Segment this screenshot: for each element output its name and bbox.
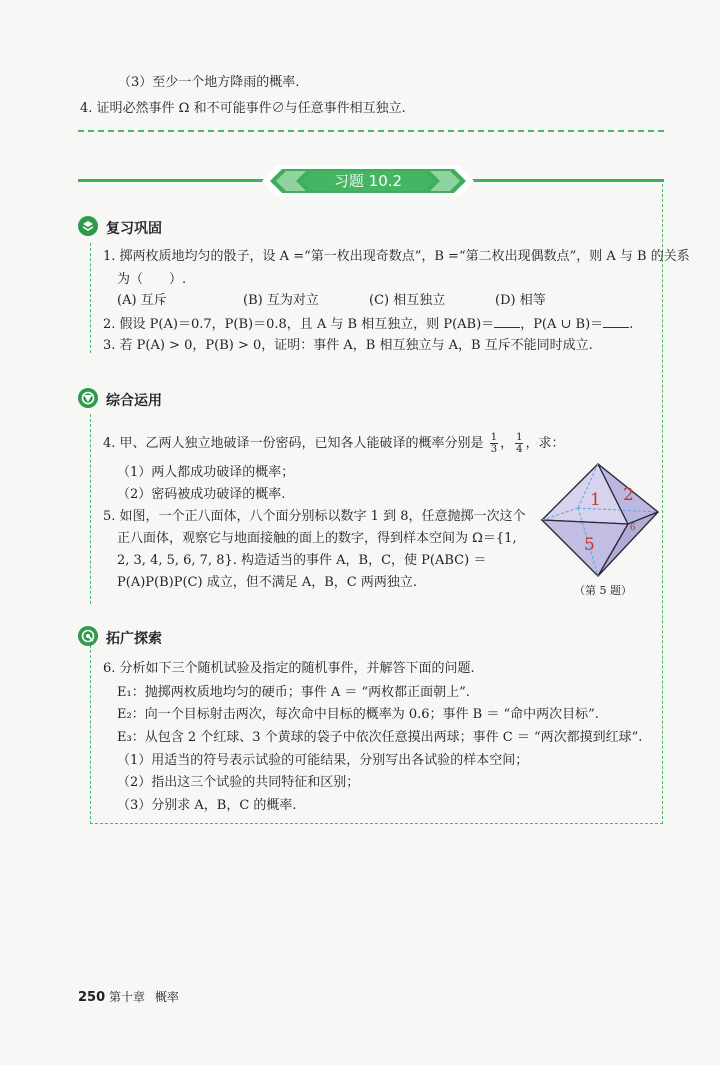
section-title-apply: 综合运用 [106, 393, 162, 409]
section-title-explore: 拓广探索 [106, 631, 162, 647]
experiment-e3: E₃：从包含 2 个红球、3 个黄球的袋子中依次任意摸出两球；事件 C ＝ “两次都摸到红球”. [117, 730, 643, 745]
figure-caption: （第 5 题） [574, 584, 632, 597]
fraction-separator: ， [500, 436, 514, 451]
question-4-part1: 4. 甲、乙两人独立地破译一份密码，已知各人能破译的概率分别是 [103, 436, 484, 451]
option-b: (B) 互为对立 [243, 293, 319, 308]
section-separator [78, 130, 664, 132]
review-icon [78, 216, 98, 236]
experiment-e2: E₂：向一个目标射击两次，每次命中目标的概率为 0.6；事件 B ＝ “命中两次目标”. [117, 707, 599, 722]
question-1-line2: 为（ ）. [117, 272, 187, 287]
frame-right [662, 184, 663, 824]
frame-bottom [90, 823, 663, 824]
question-2 [103, 315, 633, 334]
explore-icon [78, 626, 98, 646]
option-c: (C) 相互独立 [369, 293, 446, 308]
question-5-line3: 2, 3, 4, 5, 6, 7, 8}. 构造适当的事件 A，B，C，使 P(ABC) ＝ [117, 553, 487, 568]
question-6: 6. 分析如下三个随机试验及指定的随机事件，并解答下面的问题. [103, 661, 475, 676]
question-6-sub1: （1）用适当的符号表示试验的可能结果，分别写出各试验的样本空间； [117, 753, 529, 768]
question-4-sub1: （1）两人都成功破译的概率； [117, 465, 295, 480]
page-number: 250 [78, 990, 106, 1005]
question-5-line2: 正八面体，观察它与地面接触的面上的数字，得到样本空间为 Ω＝{1, [117, 531, 517, 546]
question-2-part3: . [629, 317, 634, 332]
experiment-e1: E₁：抛掷两枚质地均匀的硬币；事件 A ＝ “两枚都正面朝上”. [117, 685, 470, 700]
page-footer [78, 988, 179, 1005]
question-4-sub2: （2）密码被成功破译的概率. [117, 487, 286, 502]
question-4-part2: ，求： [525, 436, 565, 451]
question-5-line1: 5. 如图，一个正八面体，八个面分别标以数字 1 到 8，任意抛掷一次这个 [103, 509, 526, 524]
face-label-6: 6 [630, 523, 636, 533]
question-1-line1: 1. 掷两枚质地均匀的骰子，设 A =“第一枚出现奇数点”，B =“第二枚出现偶数点”，则 A 与 B 的关系 [103, 249, 690, 264]
face-label-2: 2 [623, 485, 634, 505]
fraction-one-quarter: $\frac{1}{4}$ [516, 432, 523, 455]
question-6-sub3: （3）分别求 A，B，C 的概率. [117, 798, 297, 813]
face-label-5: 5 [584, 535, 595, 555]
octahedron-figure [538, 460, 662, 582]
banner-title: 习题 10.2 [333, 172, 403, 190]
option-a: (A) 互斥 [117, 293, 167, 308]
question-1-options [117, 292, 621, 310]
answer-blank-1 [494, 315, 520, 328]
fraction-one-third: $\frac{1}{3}$ [490, 432, 498, 455]
frame-left-lower [90, 640, 91, 824]
question-5-line4: P(A)P(B)P(C) 成立，但不满足 A，B，C 两两独立. [117, 575, 417, 590]
option-d: (D) 相等 [495, 293, 546, 308]
answer-blank-2 [603, 315, 629, 328]
question-6-sub2: （2）指出这三个试验的共同特征和区别； [117, 775, 360, 790]
face-label-1: 1 [590, 490, 601, 510]
chapter-topic: 概率 [154, 990, 179, 1004]
question-4-prev: 4. 证明必然事件 Ω 和不可能事件∅与任意事件相互独立. [80, 101, 406, 116]
item-3-text: （3）至少一个地方降雨的概率. [118, 75, 300, 90]
chapter-label: 第十章 [108, 990, 145, 1004]
question-4 [103, 432, 564, 455]
apply-icon [78, 388, 98, 408]
question-3: 3. 若 P(A) > 0，P(B) > 0，证明：事件 A，B 相互独立与 A，B 互斥不能同时成立. [103, 338, 593, 353]
question-2-part2: ，P(A ∪ B)＝ [520, 317, 604, 332]
frame-left-upper [90, 243, 91, 353]
question-2-part1: 2. 假设 P(A)＝0.7，P(B)＝0.8，且 A 与 B 相互独立，则 P(AB)＝ [103, 317, 495, 332]
frame-left-middle [90, 414, 91, 604]
section-title-review: 复习巩固 [106, 221, 162, 237]
